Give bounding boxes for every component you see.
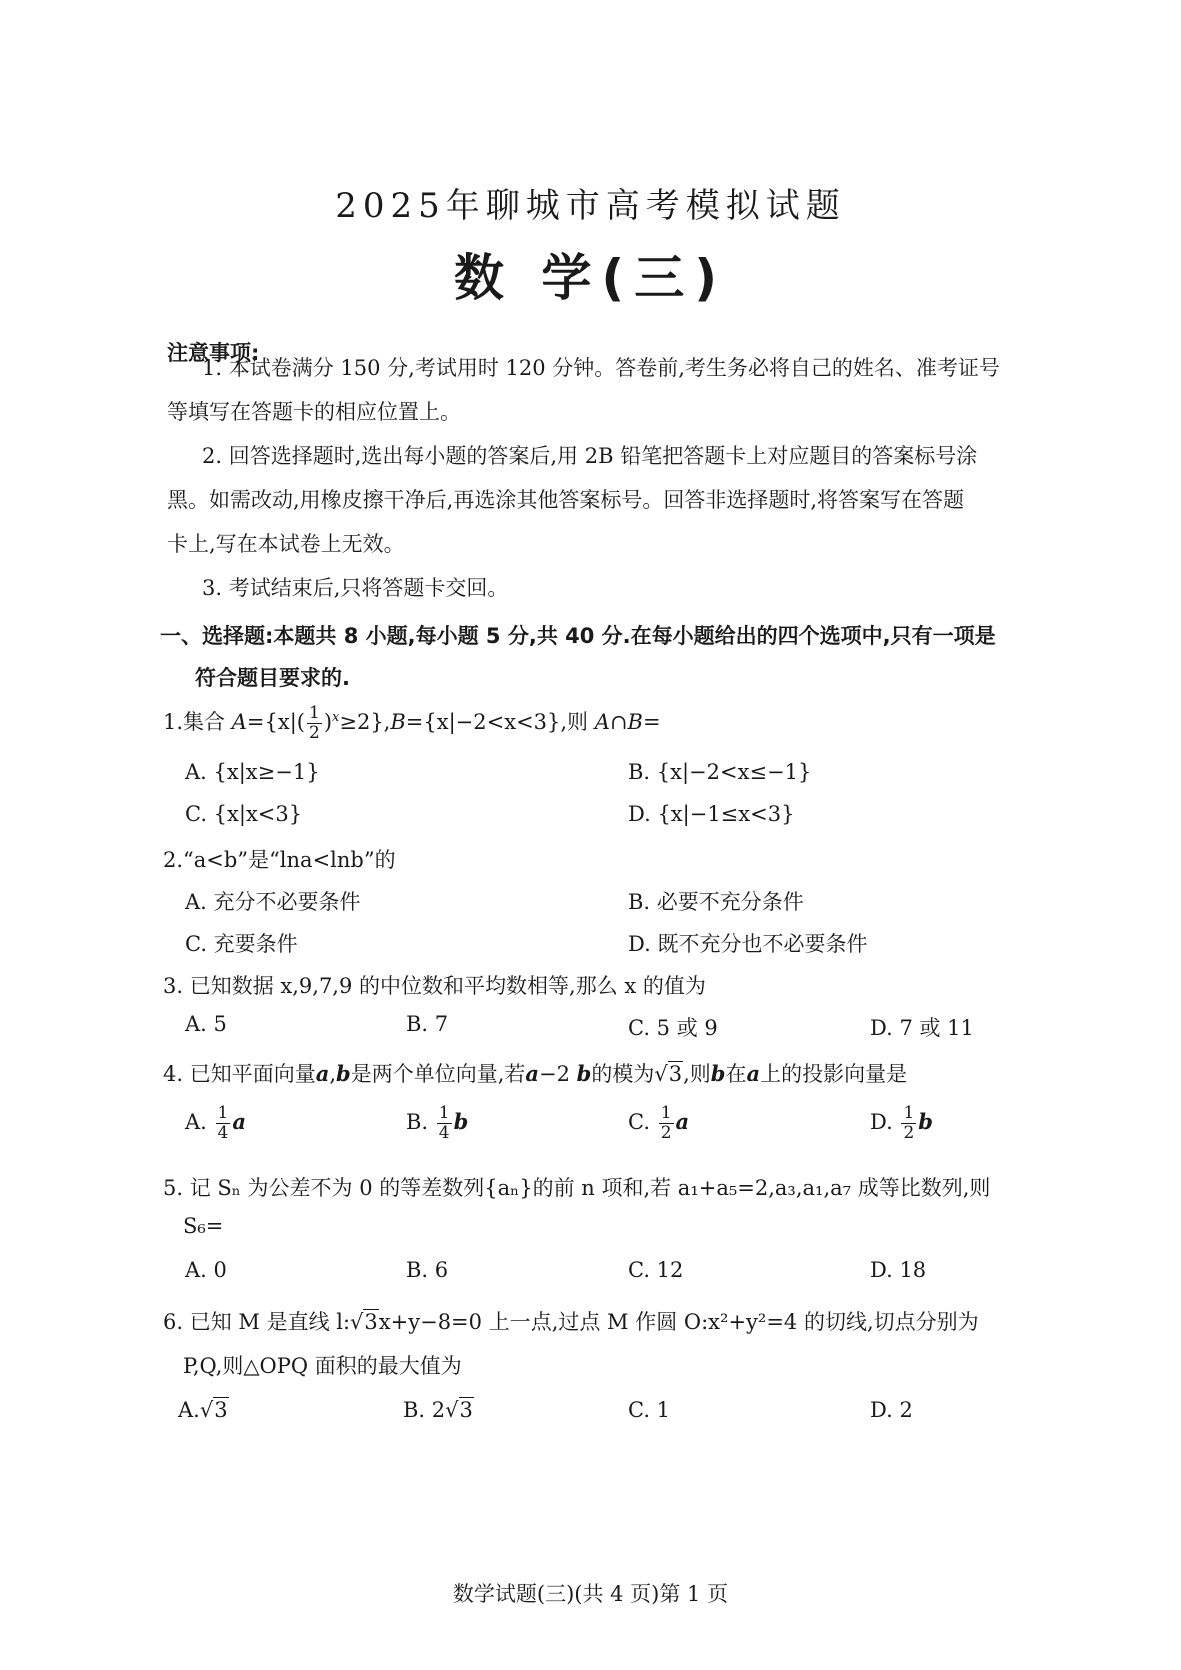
notice-item-1-line-1: 1. 本试卷满分 150 分,考试用时 120 分钟。答卷前,考生务必将自己的姓名、准考证号: [202, 356, 1000, 380]
question-1-option-c: C. {x|x<3}: [185, 802, 303, 826]
notice-item-2-line-1: 2. 回答选择题时,选出每小题的答案后,用 2B 铅笔把答题卡上对应题目的答案标号涂: [202, 444, 978, 468]
question-3-option-c: C. 5 或 9: [628, 1016, 718, 1040]
notice-item-2-line-2: 黑。如需改动,用橡皮擦干净后,再选涂其他答案标号。回答非选择题时,将答案写在答题: [167, 488, 965, 512]
square-root: √3: [654, 1062, 683, 1086]
question-1-option-b: B. {x|−2<x≤−1}: [628, 760, 812, 784]
question-2-option-b: B. 必要不充分条件: [628, 890, 804, 914]
question-5-option-d: D. 18: [870, 1258, 927, 1282]
question-5-stem-line-1: 5. 记 Sₙ 为公差不为 0 的等差数列{aₙ}的前 n 项和,若 a₁+a₅=2,a₃,a₁,a₇ 成等比数列,则: [163, 1176, 991, 1200]
question-5-option-c: C. 12: [628, 1258, 684, 1282]
question-5-option-b: B. 6: [406, 1258, 449, 1282]
question-2-stem: 2.“a<b”是“lna<lnb”的: [163, 848, 396, 872]
question-1-option-a: A. {x|x≥−1}: [185, 760, 320, 784]
notice-item-3: 3. 考试结束后,只将答题卡交回。: [202, 576, 509, 600]
question-5-option-a: A. 0: [185, 1258, 227, 1282]
question-5-stem-line-2: S₆=: [183, 1214, 224, 1238]
question-4-option-a: A. $\frac{1}{4}$ a: [185, 1103, 246, 1143]
question-4-option-c: C. $\frac{1}{2}$ a: [628, 1103, 690, 1143]
notice-item-1-line-2: 等填写在答题卡的相应位置上。: [167, 400, 461, 424]
subject-title: 数 学(三): [453, 249, 728, 307]
section-1-instructions-line-2: 符合题目要求的.: [195, 666, 350, 690]
question-1-option-d: D. {x|−1≤x<3}: [628, 802, 795, 826]
fraction: $\frac{1}{2}$: [308, 703, 320, 743]
section-1-instructions-line-1: 一、选择题:本题共 8 小题,每小题 5 分,共 40 分.在每小题给出的四个选项中,只有一项是: [160, 624, 996, 648]
question-3-stem: 3. 已知数据 x,9,7,9 的中位数和平均数相等,那么 x 的值为: [163, 974, 706, 998]
square-root: √3: [350, 1310, 378, 1334]
question-3-option-b: B. 7: [406, 1012, 449, 1036]
notice-heading: 注意事项:: [167, 341, 260, 365]
question-6-option-d: D. 2: [870, 1398, 913, 1422]
question-2-option-d: D. 既不充分也不必要条件: [628, 932, 868, 956]
question-6-stem-line-2: P,Q,则△OPQ 面积的最大值为: [183, 1354, 462, 1378]
notice-item-2-line-3: 卡上,写在本试卷上无效。: [167, 532, 405, 556]
question-3-option-d: D. 7 或 11: [870, 1016, 974, 1040]
question-2-option-a: A. 充分不必要条件: [185, 890, 361, 914]
question-number: 1.: [163, 710, 184, 734]
page-footer: 数学试题(三)(共 4 页)第 1 页: [452, 1582, 729, 1606]
question-6-option-a: A.√3: [178, 1398, 228, 1422]
exam-title: 2025年聊城市高考模拟试题: [335, 186, 846, 226]
question-3-option-a: A. 5: [185, 1012, 227, 1036]
question-2-option-c: C. 充要条件: [185, 932, 298, 956]
question-6-option-c: C. 1: [628, 1398, 671, 1422]
question-1-stem: 1.集合 A={x|( $\frac{1}{2}$ )$^x$≥2},B={x|−2<x<3},则 A∩B=: [163, 703, 661, 743]
question-4-option-d: D. $\frac{1}{2}$ b: [870, 1103, 933, 1143]
question-6-option-b: B. 2√3: [403, 1398, 473, 1422]
question-4-stem: 4. 已知平面向量a,b是两个单位向量,若a−2 b的模为√3,则b在a上的投影向量是: [163, 1061, 908, 1086]
question-4-option-b: B. $\frac{1}{4}$ b: [406, 1103, 469, 1143]
question-6-stem-line-1: 6. 已知 M 是直线 l:√3x+y−8=0 上一点,过点 M 作圆 O:x²+y²=4 的切线,切点分别为: [163, 1310, 979, 1334]
